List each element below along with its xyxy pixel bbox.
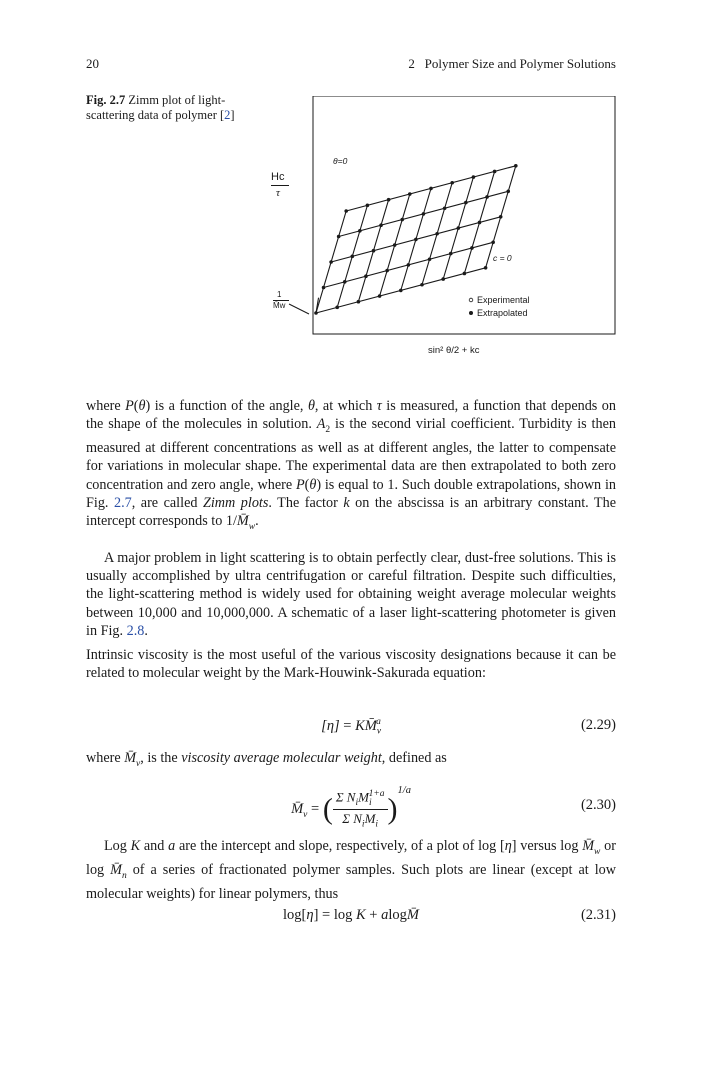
grid-point bbox=[450, 181, 454, 185]
y-axis-fraction-bar bbox=[271, 185, 289, 186]
grid-point bbox=[470, 246, 474, 250]
fig-2-7-link[interactable]: 2.7 bbox=[113, 494, 132, 511]
grid-point bbox=[366, 204, 370, 208]
paragraph-light-scattering: A major problem in light scattering is to obtain perfectly clear, dust-free solutions. This is usually accomplished by ultra centrifugation or careful filtration. Despite such difficulties, the light-scattering method is widely used for obtaining weight average molecular weights between 10,000 and 10,000,000. A schematic of a laser light-scattering photometer is given in Fig. 2.8. bbox=[86, 550, 616, 639]
grid-point bbox=[449, 252, 453, 256]
grid-point bbox=[357, 300, 361, 304]
equation-2-29 bbox=[86, 717, 616, 747]
grid-point bbox=[385, 269, 389, 273]
equation-2-30 bbox=[86, 785, 616, 833]
equation-2-29-number: (2.29) bbox=[580, 717, 616, 733]
grid-point bbox=[351, 255, 355, 259]
equation-2-31 bbox=[86, 907, 616, 937]
equation-2-31-number: (2.31) bbox=[580, 907, 616, 923]
paragraph-log-plot: Log K and a are the intercept and slope, respectively, of a plot of log [η] versus $\log M̄_w$ or $\log M̄_n$ of a series of fractionated polymer samples. Such plots are linear (except at low molecular weights) for linear polymers, thus bbox=[86, 838, 616, 903]
figure-label: Fig. 2.7 bbox=[86, 93, 126, 107]
intercept-label-bottom: M̄w bbox=[273, 301, 286, 310]
grid-point bbox=[428, 257, 432, 261]
grid-point bbox=[491, 241, 495, 245]
figure-caption: Fig. 2.7 Zimm plot of light-scattering data of polymer [2] bbox=[86, 93, 235, 122]
grid-point bbox=[441, 277, 445, 281]
paragraph-zimm-explanation: where P(θ) is a function of the angle, θ, at which τ is measured, a function that depends on the shape of the molecules in solution. $A_2$ is the second virial coefficient. Turbidity is then measured at different concentrations as well as at different angles, the latter to compensate for variations in molecular shape. The experimental data are then extrapolated to both zero concentration and zero angle, where P(θ) is equal to 1. Such double extrapolations, shown in Fig. 2.7, are called Zimm plots. The factor k on the abscissa is an arbitrary constant. The intercept corresponds to $1/M̄_w$. bbox=[86, 398, 616, 532]
x-axis-label: sin² θ/2 + kc bbox=[428, 345, 480, 356]
legend-extrapolated-label: Extrapolated bbox=[477, 308, 528, 318]
grid-point bbox=[337, 235, 341, 239]
grid-point bbox=[506, 190, 510, 194]
grid-point bbox=[358, 229, 362, 233]
grid-point bbox=[387, 198, 391, 202]
grid-point bbox=[343, 280, 347, 284]
reference-link[interactable]: 2 bbox=[224, 108, 231, 122]
grid-point bbox=[420, 283, 424, 287]
grid-point bbox=[435, 232, 439, 236]
grid-point bbox=[364, 274, 368, 278]
grid-point bbox=[429, 187, 433, 191]
plot-frame bbox=[313, 96, 615, 334]
legend-experimental-marker bbox=[469, 298, 473, 302]
equation-2-29-expression: $[\eta] = KM̄_v^a$ bbox=[321, 717, 382, 737]
grid-point bbox=[379, 223, 383, 227]
grid-point bbox=[472, 175, 476, 179]
grid-point bbox=[399, 289, 403, 293]
paragraph-viscosity-average: where $M̄_v$, is the viscosity average molecular weight, defined as bbox=[86, 750, 447, 769]
grid-point bbox=[378, 294, 382, 298]
paragraph-intrinsic-viscosity: Intrinsic viscosity is the most useful of the various viscosity designations because it can be related to molecular weight by the Mark-Houwink-Sakurada equation: bbox=[86, 647, 616, 682]
grid-point bbox=[329, 260, 333, 264]
grid-point bbox=[344, 209, 348, 213]
intercept-label-top: 1 bbox=[277, 290, 282, 299]
grid-point bbox=[372, 249, 376, 253]
grid-point bbox=[414, 238, 418, 242]
grid-point bbox=[493, 170, 497, 174]
grid-point bbox=[484, 266, 488, 270]
grid-point bbox=[463, 272, 467, 276]
grid-point bbox=[457, 226, 461, 230]
theta-zero-label: θ=0 bbox=[333, 156, 348, 166]
grid-point bbox=[478, 221, 482, 225]
grid-point bbox=[335, 306, 339, 310]
zimm-plot bbox=[263, 96, 618, 366]
running-header bbox=[86, 56, 616, 74]
grid-point bbox=[393, 243, 397, 247]
grid-point bbox=[499, 215, 503, 219]
intercept-pointer bbox=[289, 304, 309, 314]
chapter-title: 2 Polymer Size and Polymer Solutions bbox=[408, 56, 616, 71]
grid-points bbox=[314, 164, 517, 315]
grid-point bbox=[407, 263, 411, 267]
legend-experimental-label: Experimental bbox=[477, 295, 530, 305]
y-axis-label-top: Hc bbox=[271, 171, 285, 183]
grid-point bbox=[322, 286, 326, 290]
legend-extrapolated-marker bbox=[469, 311, 473, 315]
grid-point bbox=[485, 195, 489, 199]
equation-2-30-number: (2.30) bbox=[580, 797, 616, 813]
equation-2-31-expression: log[η] = log K + alogM̄ bbox=[283, 907, 419, 923]
zimm-plot-figure bbox=[263, 96, 618, 366]
page-number: 20 bbox=[86, 56, 99, 71]
grid-point bbox=[443, 206, 447, 210]
grid-point bbox=[408, 192, 412, 196]
grid-point bbox=[400, 218, 404, 222]
grid-point bbox=[422, 212, 426, 216]
fig-2-8-link[interactable]: 2.8 bbox=[126, 622, 145, 639]
caption-text: Zimm plot of light-scattering data of polymer [ bbox=[86, 93, 226, 122]
y-axis-label-bottom: τ bbox=[276, 187, 280, 199]
grid-point bbox=[464, 201, 468, 205]
grid-point bbox=[514, 164, 518, 168]
equation-2-30-expression: $M̄_v$ = ( $\frac{\Sigma N_iM_i^{1+a}}{\Sigma N_iM_i}$ )$^{1/a}$ bbox=[291, 785, 411, 830]
equation-2-30-fraction: $\frac{\Sigma N_iM_i^{1+a}}{\Sigma N_iM_i}$ bbox=[333, 789, 388, 830]
grid-point bbox=[314, 311, 318, 315]
c-zero-label: c = 0 bbox=[493, 253, 512, 263]
